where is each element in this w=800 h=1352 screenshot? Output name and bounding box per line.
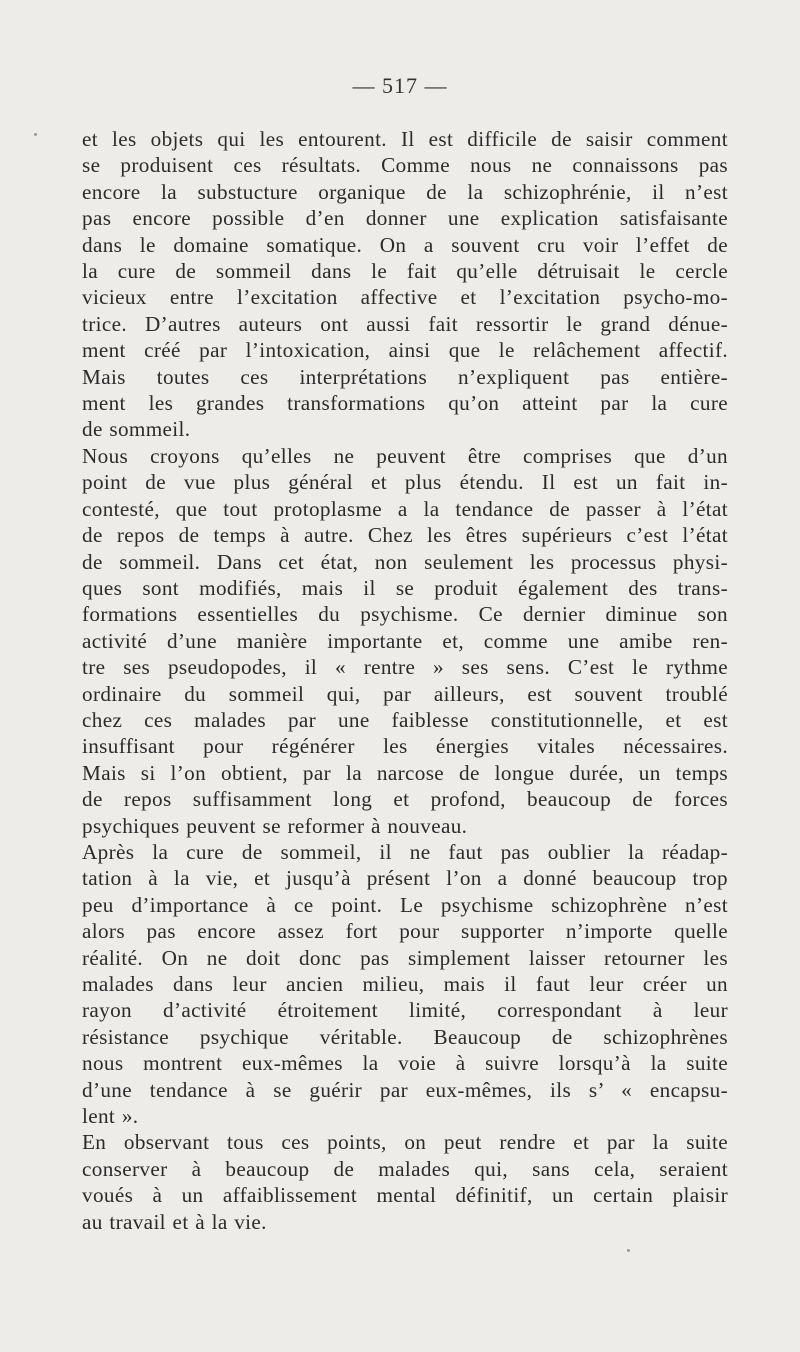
text-line: point de vue plus général et plus étendu. Il est un fait in-: [82, 470, 728, 495]
paragraph-4: [82, 1129, 728, 1235]
text-line: Nous croyons qu’elles ne peuvent être comprises que d’un: [82, 443, 728, 468]
text-line: au travail et à la vie.: [82, 1209, 267, 1234]
paper-speck: [34, 133, 37, 136]
text-line: chez ces malades par une faiblesse constitutionnelle, et est: [82, 707, 728, 732]
text-line: activité d’une manière importante et, comme une amibe ren-: [82, 628, 728, 653]
text-line: de sommeil. Dans cet état, non seulement les processus physi-: [82, 549, 728, 574]
text-line: pas encore possible d’en donner une explication satisfaisante: [82, 206, 728, 231]
text-line: conserver à beaucoup de malades qui, sans cela, seraient: [82, 1156, 728, 1181]
text-line: alors pas encore assez fort pour supporter n’importe quelle: [82, 919, 728, 944]
text-line: psychiques peuvent se reformer à nouveau.: [82, 813, 468, 838]
text-line: et les objets qui les entourent. Il est difficile de saisir comment: [82, 127, 728, 151]
text-line: formations essentielles du psychisme. Ce dernier diminue son: [82, 602, 728, 627]
paragraph-2: [82, 443, 728, 839]
text-line: d’une tendance à se guérir par eux-mêmes, ils s’ « encapsu-: [82, 1077, 728, 1102]
text-line: lent ».: [82, 1104, 139, 1129]
text-line: de sommeil.: [82, 417, 191, 442]
text-line: contesté, que tout protoplasme a la tendance de passer à l’état: [82, 496, 728, 521]
text-line: malades dans leur ancien milieu, mais il faut leur créer un: [82, 972, 728, 996]
text-line: encore la substucture organique de la schizophrénie, il n’est: [82, 179, 728, 204]
text-line: dans le domaine somatique. On a souvent cru voir l’effet de: [82, 232, 728, 257]
text-line: peu d’importance à ce point. Le psychisme schizophrène n’est: [82, 892, 728, 917]
text-line: Mais toutes ces interprétations n’expliquent pas entière-: [82, 364, 728, 389]
text-line: ordinaire du sommeil qui, par ailleurs, est souvent troublé: [82, 681, 728, 706]
text-line: de repos de temps à autre. Chez les êtres supérieurs c’est l’état: [82, 523, 728, 548]
text-line: rayon d’activité étroitement limité, correspondant à leur: [82, 998, 728, 1023]
text-line: nous montrent eux-mêmes la voie à suivre lorsqu’à la suite: [82, 1051, 728, 1076]
text-line: ques sont modifiés, mais il se produit également des trans-: [82, 575, 728, 600]
paragraph-3: [82, 839, 728, 1129]
text-line: réalité. On ne doit donc pas simplement laisser retourner les: [82, 945, 728, 970]
text-line: tation à la vie, et jusqu’à présent l’on a donné beaucoup trop: [82, 866, 728, 891]
text-line: En observant tous ces points, on peut rendre et par la suite: [82, 1130, 728, 1155]
text-line: ment les grandes transformations qu’on atteint par la cure: [82, 391, 728, 416]
text-line: Mais si l’on obtient, par la narcose de longue durée, un temps: [82, 760, 728, 785]
text-line: voués à un affaiblissement mental définitif, un certain plaisir: [82, 1183, 728, 1208]
paper-speck: [627, 1249, 630, 1252]
text-line: ment créé par l’intoxication, ainsi que le relâchement affectif.: [82, 338, 728, 363]
text-line: tre ses pseudopodes, il « rentre » ses sens. C’est le rythme: [82, 655, 728, 680]
text-line: résistance psychique véritable. Beaucoup de schizophrènes: [82, 1024, 728, 1049]
paragraph-1: [82, 126, 728, 443]
text-line: de repos suffisamment long et profond, beaucoup de forces: [82, 787, 728, 812]
text-line: insuffisant pour régénérer les énergies vitales nécessaires.: [82, 734, 728, 759]
page-number: — 517 —: [352, 73, 448, 98]
text-line: se produisent ces résultats. Comme nous ne connaissons pas: [82, 153, 728, 178]
text-line: la cure de sommeil dans le fait qu’elle détruisait le cercle: [82, 259, 728, 284]
body-text: [82, 126, 728, 1235]
text-line: Après la cure de sommeil, il ne faut pas oublier la réadap-: [82, 839, 728, 864]
text-line: vicieux entre l’excitation affective et l’excitation psycho-mo-: [82, 285, 728, 310]
text-line: trice. D’autres auteurs ont aussi fait ressortir le grand dénue-: [82, 311, 728, 336]
